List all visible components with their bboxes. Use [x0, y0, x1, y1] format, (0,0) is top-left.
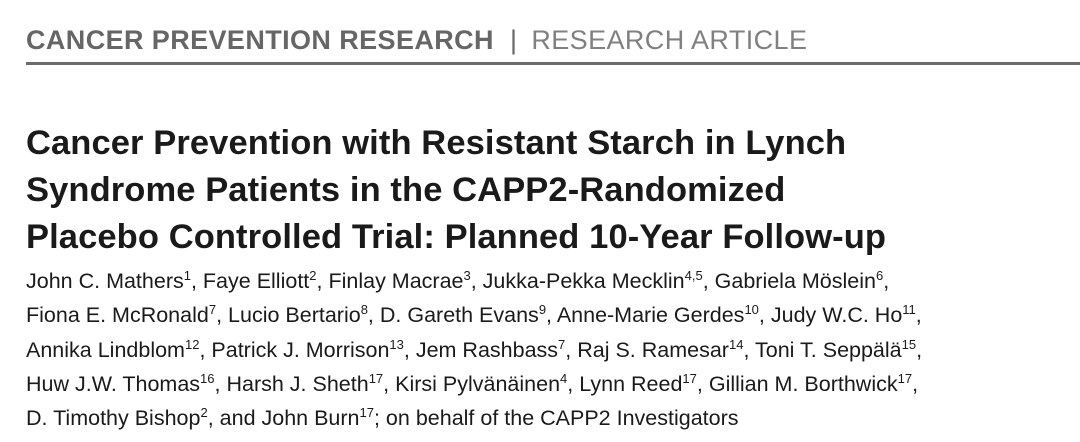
author-separator: ,	[567, 371, 580, 396]
header-separator: |	[509, 24, 518, 55]
author-name: Patrick J. Morrison	[211, 337, 390, 362]
author-name: Raj S. Ramesar	[577, 337, 729, 362]
title-line: Placebo Controlled Trial: Planned 10-Year Follow-up	[26, 218, 887, 256]
journal-header	[26, 20, 1080, 60]
author-name: John C. Mathers	[26, 269, 184, 293]
author-separator: ,	[214, 371, 227, 396]
affiliation-marker: 9	[538, 302, 547, 318]
author-separator: ,	[696, 371, 709, 396]
journal-name: CANCER PREVENTION RESEARCH	[26, 24, 494, 55]
author-name: Jukka-Pekka Mecklin	[482, 269, 685, 293]
author-separator: ,	[383, 371, 396, 396]
affiliation-marker: 4,5	[684, 268, 703, 283]
author-name: Judy W.C. Ho	[770, 303, 903, 328]
author-line	[26, 298, 1076, 332]
author-line	[26, 367, 1076, 401]
affiliation-marker: 7	[208, 302, 217, 318]
author-separator: ,	[883, 269, 890, 293]
author-separator: ,	[199, 337, 212, 362]
affiliation-marker: 12	[184, 336, 200, 352]
author-separator: ,	[565, 337, 578, 362]
affiliation-marker: 17	[359, 405, 374, 421]
author-separator: ,	[702, 269, 715, 293]
author-separator: ,	[216, 303, 229, 328]
author-separator: , and	[207, 406, 262, 431]
affiliation-marker: 17	[682, 370, 697, 386]
author-separator: ; on behalf of the CAPP2 Investigators	[373, 406, 739, 431]
affiliation-marker: 11	[902, 302, 916, 318]
author-separator: ,	[546, 303, 557, 328]
article-title	[26, 120, 1066, 261]
affiliation-marker: 1	[183, 268, 191, 283]
header-rule	[26, 62, 1080, 65]
author-name: Lucio Bertario	[228, 303, 361, 328]
affiliation-marker: 8	[360, 302, 368, 318]
author-name: John Burn	[261, 406, 360, 431]
author-name: Gabriela Möslein	[714, 269, 876, 293]
author-name: Fiona E. McRonald	[26, 303, 209, 328]
author-list	[26, 264, 1076, 435]
affiliation-marker: 17	[368, 370, 384, 386]
author-line	[26, 401, 1076, 435]
author-separator: ,	[190, 269, 203, 293]
author-separator: ,	[403, 337, 416, 362]
affiliation-marker: 2	[309, 268, 317, 283]
title-line: Cancer Prevention with Resistant Starch in Lynch	[26, 124, 847, 162]
author-separator: ,	[470, 269, 483, 293]
author-separator: ,	[916, 337, 923, 362]
author-separator: ,	[915, 303, 922, 328]
author-name: Huw J.W. Thomas	[26, 371, 201, 396]
affiliation-marker: 6	[875, 268, 884, 283]
author-name: Gillian M. Borthwick	[708, 371, 898, 396]
affiliation-marker: 4	[560, 370, 568, 386]
author-separator: ,	[367, 303, 380, 328]
affiliation-marker: 7	[558, 336, 566, 352]
affiliation-marker: 13	[389, 336, 404, 352]
author-separator: ,	[316, 269, 329, 293]
author-name: Toni T. Seppälä	[755, 337, 902, 362]
author-name: D. Timothy Bishop	[26, 406, 201, 431]
author-name: Anne-Marie Gerdes	[556, 303, 745, 328]
author-name: Finlay Macrae	[328, 269, 464, 293]
author-name: D. Gareth Evans	[379, 303, 539, 328]
author-name: Harsh J. Sheth	[226, 371, 369, 396]
affiliation-marker: 17	[897, 370, 913, 386]
affiliation-marker: 3	[463, 268, 471, 283]
author-name: Faye Elliott	[202, 269, 310, 293]
article-type: RESEARCH ARTICLE	[531, 24, 808, 55]
author-line	[26, 333, 1076, 367]
author-name: Jem Rashbass	[415, 337, 559, 362]
affiliation-marker: 14	[728, 336, 744, 352]
affiliation-marker: 15	[901, 336, 917, 352]
affiliation-marker: 2	[200, 405, 208, 421]
affiliation-marker: 10	[744, 302, 759, 318]
affiliation-marker: 16	[200, 370, 215, 386]
author-name: Annika Lindblom	[26, 337, 185, 362]
author-separator: ,	[912, 371, 919, 396]
author-separator: ,	[758, 303, 771, 328]
author-name: Lynn Reed	[579, 371, 683, 396]
title-line: Syndrome Patients in the CAPP2-Randomized	[26, 171, 786, 209]
author-name: Kirsi Pylvänäinen	[395, 371, 561, 396]
author-line	[26, 264, 1076, 298]
author-separator: ,	[743, 337, 755, 362]
